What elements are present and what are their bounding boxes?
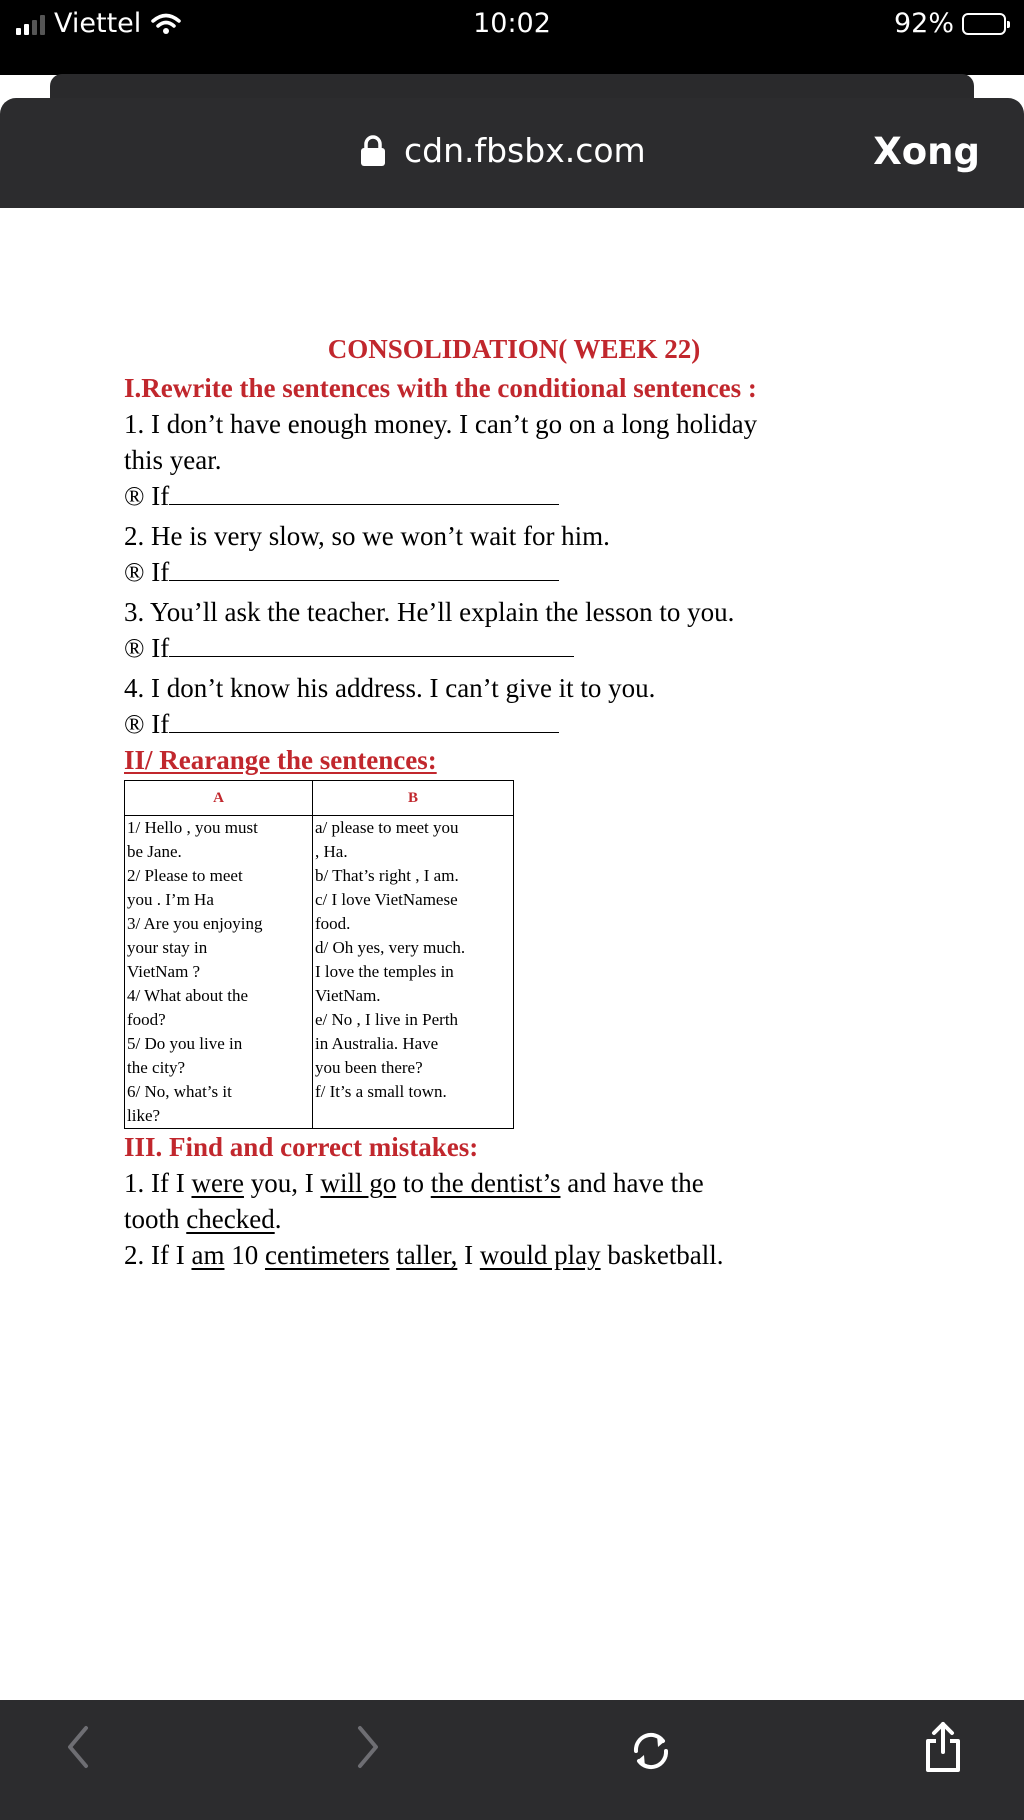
q2-answer [124,554,884,590]
table-cell-line: food? [127,1010,166,1029]
text: tooth [124,1204,187,1234]
table-cell-line: you . I’m Ha [127,890,214,909]
underlined-word: would play [479,1240,601,1270]
battery-percent: 92% [893,8,954,39]
table-cell-line: VietNam. [315,986,381,1005]
table-cell-line: the city? [127,1058,186,1077]
col-b-cell [313,816,514,1129]
text: you, I [243,1168,321,1198]
status-bar [0,0,1024,75]
mistake2-line1 [124,1237,884,1273]
back-icon[interactable] [60,1722,96,1772]
text: and have the [560,1168,704,1198]
section2-heading: II/ Rearange the sentences: [124,745,437,775]
table-cell-line: d/ Oh yes, very much. [315,938,466,957]
table-cell-line: your stay in [127,938,208,957]
table-cell-line: 1/ Hello , you must [127,818,258,837]
answer-blank [169,706,559,733]
table-cell-line: c/ I love VietNamese [315,890,458,909]
bottom-toolbar [0,1700,1024,1820]
text: 2. If I [124,1240,192,1270]
table-cell-line: in Australia. Have [315,1034,439,1053]
table-cell-line: 2/ Please to meet [127,866,243,885]
underlined-word: taller, [396,1240,458,1270]
forward-icon[interactable] [350,1722,386,1772]
browser-header [0,98,1024,208]
text: . [274,1204,282,1234]
table-cell-line: be Jane. [127,842,182,861]
underlined-word: will go [320,1168,397,1198]
table-cell-line: a/ please to meet you [315,818,459,837]
q4-line1: 4. I don’t know his address. I can’t give it to you. [124,673,656,703]
text: 10 [224,1240,265,1270]
table-cell-line: like? [127,1106,161,1125]
refresh-icon[interactable] [628,1728,674,1774]
text: I [457,1240,480,1270]
answer-blank [169,630,574,657]
table-cell-line: 5/ Do you live in [127,1034,243,1053]
share-icon[interactable] [922,1720,964,1774]
table-cell-line: 3/ Are you enjoying [127,914,263,933]
text: basketball. [600,1240,724,1270]
lock-icon [360,135,386,167]
mistake1-line2 [124,1201,884,1237]
col-b-header: B [313,781,514,816]
answer-prefix: ® If [124,633,170,663]
table-cell-line: you been there? [315,1058,423,1077]
table-cell-line: food. [315,914,351,933]
section3-heading: III. Find and correct mistakes: [124,1132,479,1162]
answer-prefix: ® If [124,709,170,739]
underlined-word: centimeters [264,1240,390,1270]
table-cell-line: f/ It’s a small town. [315,1082,447,1101]
answer-blank [169,478,559,505]
q4-answer [124,706,884,742]
answer-prefix: ® If [124,557,170,587]
q1-line2: this year. [124,445,222,475]
rearrange-table [124,780,514,1129]
q3-answer [124,630,884,666]
q3-line1: 3. You’ll ask the teacher. He’ll explain the lesson to you. [124,597,735,627]
q2-line1: 2. He is very slow, so we won’t wait for him. [124,521,610,551]
q1-answer [124,478,884,514]
table-cell-line: e/ No , I live in Perth [315,1010,459,1029]
done-button[interactable]: Xong [873,130,980,173]
url-display[interactable] [360,131,646,170]
clock: 10:02 [473,8,551,39]
underlined-word: checked [186,1204,275,1234]
battery-icon [962,13,1006,35]
answer-prefix: ® If [124,481,170,511]
answer-blank [169,554,559,581]
page-content [0,208,1024,1700]
table-cell-line: , Ha. [315,842,348,861]
q1-line1: 1. I don’t have enough money. I can’t go on a long holiday [124,409,758,439]
url-text: cdn.fbsbx.com [404,131,646,170]
table-cell-line: b/ That’s right , I am. [315,866,459,885]
worksheet-title: CONSOLIDATION( WEEK 22) [327,334,701,364]
table-cell-line: 6/ No, what’s it [127,1082,232,1101]
col-a-cell [125,816,313,1129]
battery [894,8,1006,39]
table-cell-line: 4/ What about the [127,986,249,1005]
table-cell-line: I love the temples in [315,962,454,981]
text: 1. If I [124,1168,192,1198]
underlined-word: the dentist’s [430,1168,561,1198]
worksheet [124,334,884,1273]
underlined-word: am [191,1240,225,1270]
mistake1-line1 [124,1165,884,1201]
carrier-name: Viettel [54,8,142,39]
underlined-word: were [191,1168,244,1198]
col-a-header: A [125,781,313,816]
text: to [396,1168,431,1198]
section1-heading: I.Rewrite the sentences with the conditional sentences : [124,373,757,403]
table-cell-line: VietNam ? [127,962,201,981]
